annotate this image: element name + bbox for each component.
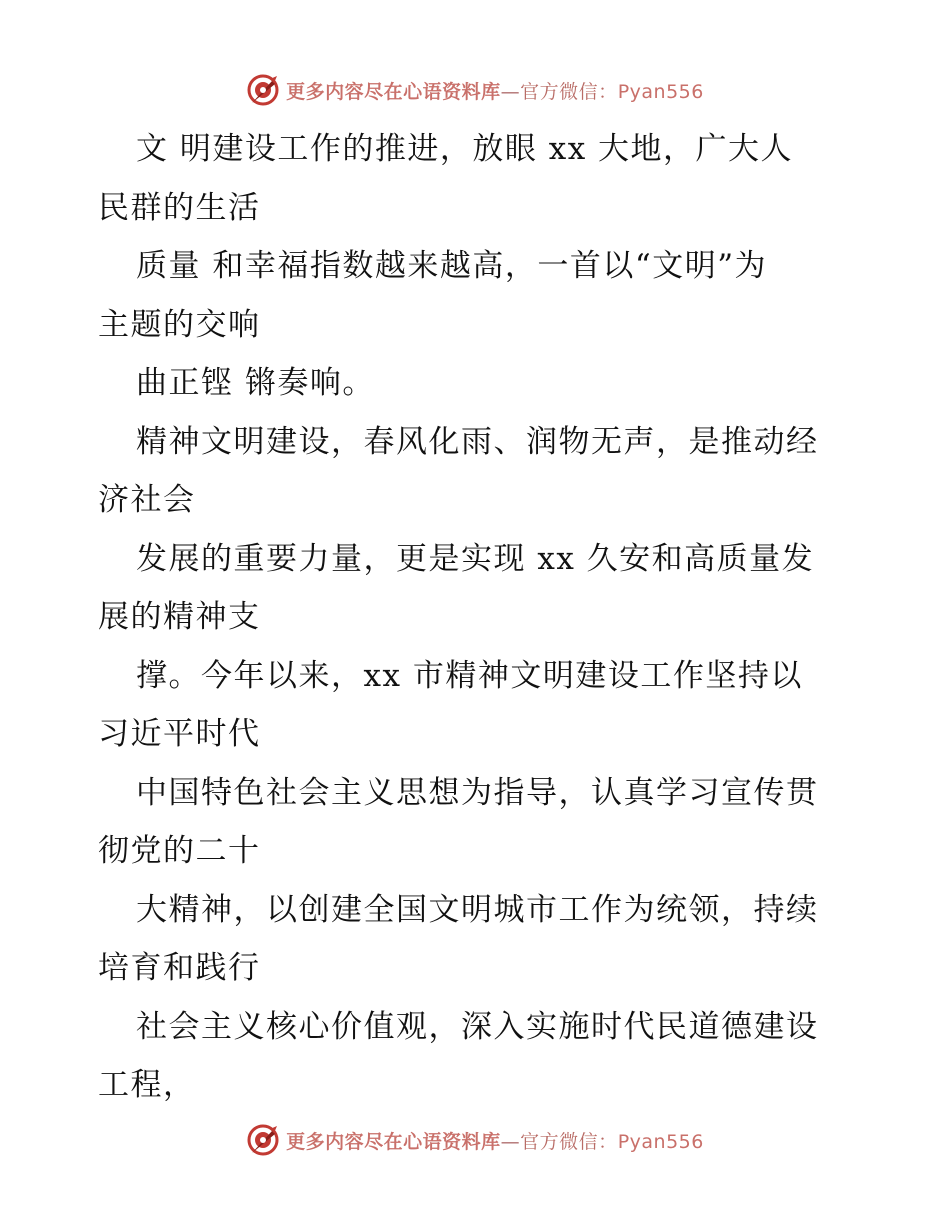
document-body bbox=[98, 120, 858, 1115]
banner-dash: — bbox=[500, 80, 521, 103]
text-line: 撑。今年以来，xx 市精神文明建设工作坚持以 bbox=[136, 657, 803, 694]
banner-wechat-id: Pyan556 bbox=[617, 80, 704, 103]
text-line: 济社会 bbox=[98, 482, 196, 518]
text-line: 彻党的二十 bbox=[98, 833, 261, 869]
banner-dash: — bbox=[500, 1130, 521, 1153]
quill-pen-emblem-icon bbox=[246, 73, 280, 107]
footer-banner bbox=[0, 1120, 950, 1160]
banner-wechat-id: Pyan556 bbox=[617, 1130, 704, 1153]
banner-sub-text: 官方微信： bbox=[520, 80, 618, 103]
text-line: 大精神，以创建全国文明城市工作为统领，持续 bbox=[136, 891, 819, 928]
text-line: 精神文明建设，春风化雨、润物无声，是推动经 bbox=[136, 423, 819, 460]
header-banner-text bbox=[286, 77, 704, 104]
header-banner bbox=[0, 70, 950, 110]
banner-main-text: 更多内容尽在心语资料库 bbox=[286, 1130, 501, 1153]
text-line: 培育和践行 bbox=[98, 950, 261, 986]
header-banner-content bbox=[246, 73, 704, 107]
footer-banner-content bbox=[246, 1123, 704, 1157]
text-line: 主题的交响 bbox=[98, 306, 261, 343]
banner-main-text: 更多内容尽在心语资料库 bbox=[286, 80, 501, 103]
text-line: 展的精神支 bbox=[98, 599, 261, 635]
text-line: 工程， bbox=[98, 1067, 196, 1103]
quill-pen-emblem-icon bbox=[246, 1123, 280, 1157]
banner-sub-text: 官方微信： bbox=[520, 1130, 618, 1153]
footer-banner-text bbox=[286, 1127, 704, 1154]
text-line: 民群的生活 bbox=[98, 189, 261, 226]
text-line: 中国特色社会主义思想为指导，认真学习宣传贯 bbox=[136, 774, 819, 811]
text-line: 社会主义核心价值观，深入实施时代民道德建设 bbox=[136, 1008, 819, 1045]
text-line: 曲正铿 锵奏响。 bbox=[136, 365, 375, 401]
text-line: 质量 和幸福指数越来越高，一首以“文明”为 bbox=[136, 248, 768, 284]
text-line: 习近平时代 bbox=[98, 716, 261, 752]
text-line: 发展的重要力量，更是实现 xx 久安和高质量发 bbox=[136, 540, 815, 577]
text-line: 文 明建设工作的推进，放眼 xx 大地，广大人 bbox=[136, 131, 794, 167]
